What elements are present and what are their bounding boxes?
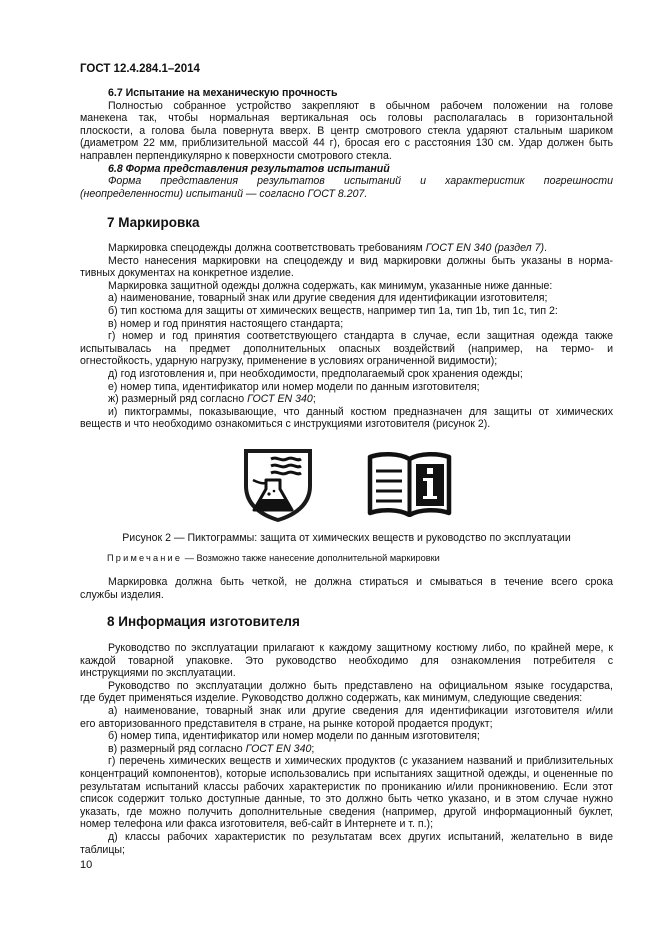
standard-reference: ГОСТ EN 340	[245, 742, 312, 755]
paragraph-line: тивных документах на конкретное изделие.	[80, 267, 294, 280]
list-item: а) наименование, товарный знак или другие сведения для идентификации изготовителя и/или	[108, 704, 613, 717]
list-item: д) классы рабочих характеристик по результатам всех других испытаний, желательно в виде	[108, 830, 613, 843]
list-item: его авторизованного представителя в стране, на рынке которой продается продукт;	[80, 717, 493, 730]
section-8-body	[80, 642, 613, 856]
paragraph-line: манекена так, чтобы нормальная вертикальная ось головы располагалась в горизонтальной	[80, 112, 613, 125]
paragraph-line: (диаметром 22 мм, приблизительной массой 44 г), бросая его с расстояния 130 см. Удар должен быть	[80, 137, 613, 150]
standard-reference: ГОСТ ЕN 340	[247, 393, 313, 406]
list-item: г) номер и год принятия соответствующего стандарта в случае, если защитная одежда также	[108, 330, 613, 343]
section-6-8-title: 6.8 Форма представления результатов испытаний	[108, 162, 390, 175]
list-item: указать, где можно получить дополнительные сведения (например, другой информационный буклет,	[80, 805, 613, 818]
paragraph-line: Место нанесения маркировки на спецодежду и вид маркировки должны быть указаны в норма-	[108, 254, 613, 267]
list-item: и) пиктограммы, показывающие, что данный костюм предназначен для защиты от химических	[108, 405, 613, 418]
list-item: д) год изготовления и, при необходимости, предполагаемый срок хранения одежды;	[108, 367, 523, 380]
list-item: б) тип костюма для защиты от химических веществ, например тип 1a, тип 1b, тип 1c, тип 2:	[108, 304, 558, 317]
list-item: а) наименование, товарный знак или другие сведения для идентификации изготовителя;	[108, 292, 548, 305]
paragraph-line: каждой товарной упаковке. Это руководство необходимо для ознакомления потребителя с	[80, 654, 613, 667]
list-item: концентраций компонентов), которые использовались при испытаниях защитной одежды, и оцененные по	[80, 767, 613, 780]
page-number: 10	[80, 859, 93, 871]
list-item: веществ и что необходимо ознакомиться с инструкциями изготовителя (рисунок 2).	[80, 418, 491, 431]
list-item: огнестойкость, ударную нагрузку, применение в условиях ограниченной видимости);	[80, 355, 498, 368]
paragraph-line: службы изделия.	[80, 588, 164, 601]
section-7-body	[80, 242, 613, 431]
figure-caption: Рисунок 2 — Пиктограммы: защита от химических веществ и руководство по эксплуатации	[122, 532, 571, 544]
list-item: список содержит только доступные данные, то это должно быть четко указано, и в этом случае нужно	[80, 793, 613, 806]
section-6-7-title: 6.7 Испытание на механическую прочность	[108, 87, 338, 99]
chemical-protection-shield-icon	[241, 446, 315, 524]
paragraph-line: (неопределенности) испытаний — согласно ГОСТ 8.207.	[80, 187, 368, 200]
paragraph-line: направлен перпендикулярно к поверхности смотрового стекла.	[80, 149, 392, 162]
list-item: испытывалась на предмет дополнительных опасных воздействий (например, на термо- и	[80, 342, 613, 355]
section-7-heading: 7 Маркировка	[107, 215, 200, 230]
paragraph-line: где будет применяться изделие. Руководство должно содержать, как минимум, следующие сведения:	[80, 692, 583, 705]
section-8-heading: 8 Информация изготовителя	[107, 614, 300, 629]
list-item: результатам испытаний классы рабочих характеристик по прониканию и/или проникновению. Если этот	[80, 780, 613, 793]
paragraph-line: Маркировка защитной одежды должна содержать, как минимум, указанные ниже данные:	[108, 279, 553, 292]
note-label: Примечание	[107, 553, 183, 563]
paragraph-line: Руководство по эксплуатации прилагают к каждому защитному костюму либо, по крайней мере, к	[108, 642, 613, 654]
note: Примечание — Возможно также нанесение дополнительной маркировки	[107, 553, 440, 563]
paragraph-line: Руководство по эксплуатации должно быть представлено на официальном языке государства,	[108, 679, 613, 692]
paragraph-line: Форма представления результатов испытаний и характеристик погрешности	[108, 175, 613, 188]
paragraph-line: Маркировка спецодежды должна соответствовать требованиям ГОСТ EN 340 (раздел 7).	[108, 242, 547, 254]
list-item: ж) размерный ряд согласно ГОСТ ЕN 340;	[108, 393, 316, 406]
document-header: ГОСТ 12.4.284.1–2014	[80, 63, 200, 75]
paragraph-line: Маркировка должна быть четкой, не должна стираться и смываться в течение всего срока	[108, 576, 613, 588]
standard-reference: ГОСТ EN 340 (раздел 7)	[425, 242, 545, 254]
list-item: в) номер и год принятия настоящего стандарта;	[108, 317, 344, 330]
list-item: таблицы;	[80, 843, 125, 856]
consult-manual-book-icon	[366, 451, 453, 517]
list-item: б) номер типа, идентификатор или номер модели по данным изготовителя;	[108, 730, 480, 743]
list-item: в) размерный ряд согласно ГОСТ EN 340;	[108, 742, 315, 755]
section-6-7	[80, 87, 613, 200]
list-item: е) номер типа, идентификатор или номер модели по данным изготовителя;	[108, 380, 480, 393]
paragraph-line: Полностью собранное устройство закрепляют в обычном рабочем положении на голове	[108, 99, 613, 112]
paragraph-line: плоскости, а голова была повернута вверх. В центр смотрового стекла ударяют стальным шариком	[80, 124, 613, 137]
section-7-closing	[80, 576, 613, 601]
paragraph-line: инструкциями по эксплуатации.	[80, 667, 236, 680]
list-item: г) перечень химических веществ и химических продуктов (с указанием названий и приблизительных	[108, 755, 613, 768]
list-item: номер телефона или факса изготовителя, веб-сайт в Интернете и т. п.);	[80, 818, 434, 831]
